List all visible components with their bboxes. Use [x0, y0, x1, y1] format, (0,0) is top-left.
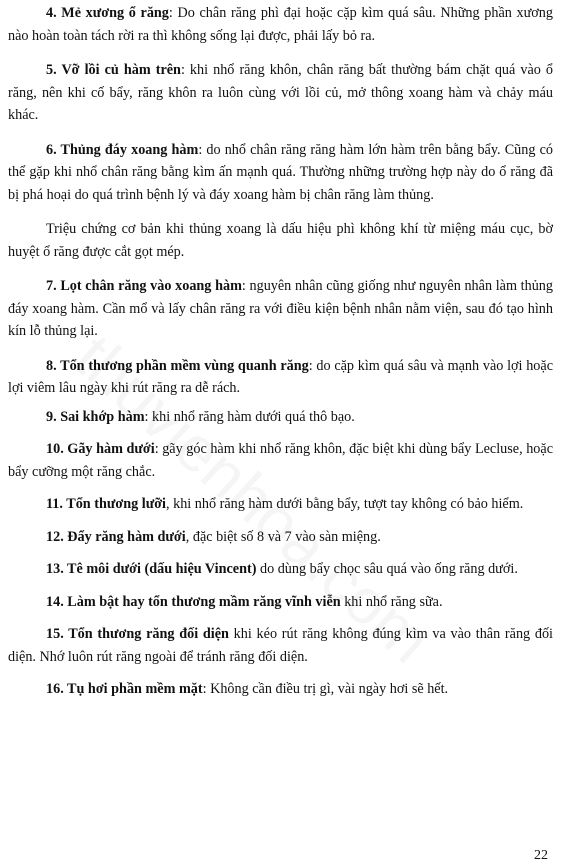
item-text: khi nhổ răng sữa.	[340, 593, 443, 610]
item-heading: 11. Tổn thương lưỡi	[46, 496, 167, 512]
page-body	[8, 2, 553, 701]
paragraph-item-14	[8, 591, 553, 614]
item-text: do dùng bẩy chọc sâu quá vào ống răng dưới.	[256, 561, 518, 577]
item-heading: 5. Vỡ lồi củ hàm trên	[46, 62, 181, 78]
paragraph-item-16	[8, 678, 553, 701]
item-heading: 8. Tổn thương phần mềm vùng quanh răng	[46, 357, 309, 374]
item-text: : khi nhổ răng khôn, chân răng bất thường bám chặt quá vào ổ răng, nên khi cố bẩy, răng khôn ra luôn cùng với lồi củ, mở thông xoang hàm và chảy máu khác.	[8, 62, 553, 123]
paragraph-item-5	[8, 59, 553, 127]
item-text: : Không cần điều trị gì, vài ngày hơi sẽ hết.	[202, 681, 449, 697]
paragraph-item-12	[8, 526, 553, 549]
item-text: : do cặp kìm quá sâu và mạnh vào lợi hoặc lợi viêm lâu ngày khi rút răng ra dễ rách.	[8, 357, 553, 396]
paragraph-item-8	[8, 355, 553, 400]
paragraph-item-9	[8, 406, 553, 429]
item-heading: 6. Thủng đáy xoang hàm	[46, 141, 199, 158]
paragraph-item-4	[8, 2, 553, 47]
item-heading: 14. Làm bật hay tổn thương mầm răng vĩnh viễn	[46, 593, 341, 610]
item-text: , đặc biệt số 8 và 7 vào sàn miệng.	[185, 528, 381, 545]
item-text: , khi nhổ răng hàm dưới bằng bẩy, tượt tay không có bảo hiểm.	[166, 496, 524, 512]
item-heading: 4. Mẻ xương ổ răng	[46, 5, 169, 21]
paragraph-item-13	[8, 558, 553, 581]
item-heading: 13. Tê môi dưới (dấu hiệu Vincent)	[46, 561, 257, 577]
item-heading: 12. Đẩy răng hàm dưới	[46, 528, 186, 545]
paragraph-item-15	[8, 623, 553, 668]
item-text: : gãy góc hàm khi nhổ răng khôn, đặc biệt khi dùng bẩy Lecluse, hoặc bẩy cưỡng một răng chắc.	[8, 441, 553, 480]
page-number: 22	[534, 848, 548, 863]
item-heading: 16. Tụ hơi phần mềm mặt	[46, 681, 203, 697]
paragraph-item-11	[8, 493, 553, 516]
item-heading: 7. Lọt chân răng vào xoang hàm	[46, 278, 242, 294]
item-heading: 10. Gãy hàm dưới	[46, 441, 155, 457]
item-text: : khi nhổ răng hàm dưới quá thô bạo.	[144, 408, 355, 425]
item-heading: 9. Sai khớp hàm	[46, 408, 145, 425]
paragraph-item-10	[8, 438, 553, 483]
paragraph-symptoms	[8, 218, 553, 263]
item-heading: 15. Tổn thương răng đối diện	[46, 626, 229, 642]
item-text: Triệu chứng cơ bản khi thủng xoang là dấu hiệu phì không khí từ miệng máu cục, bờ huyệt ổ răng được cắt gọt mép.	[8, 221, 553, 260]
paragraph-item-6	[8, 139, 553, 207]
item-text: khi kéo rút răng không đúng kìm va vào thân răng đối diện. Nhớ luôn rút răng ngoài để tránh răng đối diện.	[8, 626, 553, 665]
item-text: : nguyên nhân cũng giống như nguyên nhân làm thủng đáy xoang hàm. Cần mổ và lấy chân răng ra với điều kiện bệnh nhân nằm viện, sau đó tạo hình kín lỗ thủng lại.	[8, 278, 553, 339]
item-text: : Do chân răng phì đại hoặc cặp kìm quá sâu. Những phần xương nào hoàn toàn tách rời ra thì không sống lại được, phải lấy bỏ ra.	[8, 5, 553, 44]
paragraph-item-7	[8, 275, 553, 343]
item-text: : do nhổ chân răng răng hàm lớn hàm trên bằng bẩy. Cũng có thể gặp khi nhổ chân răng bằng kìm ấn mạnh quá. Thường những trường hợp này do ổ răng đã bị phá hoại do quá trình bệnh lý và đáy xoang hàm bị chân răng làm thủng.	[8, 141, 553, 203]
